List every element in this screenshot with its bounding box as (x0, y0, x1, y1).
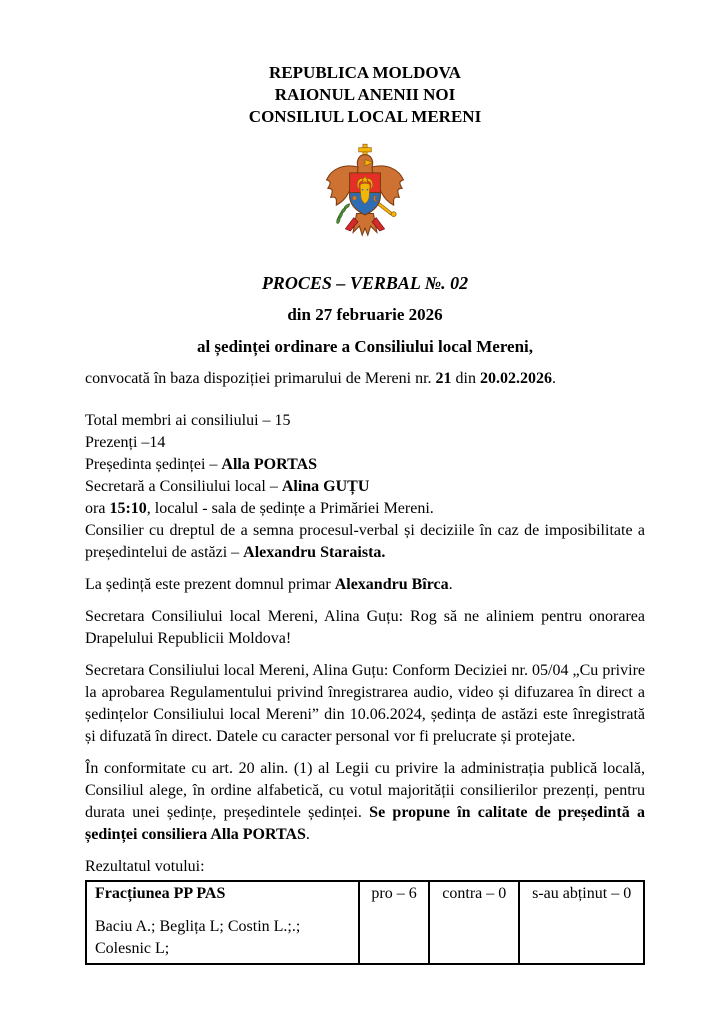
chair-line: Președinta ședinței – Alla PORTAS (85, 456, 318, 473)
faction-members: Baciu A.; Beglița L; Costin L.;.; Colesnic L; (95, 918, 301, 957)
abstained-votes-cell: s-au abținut – 0 (519, 881, 644, 964)
title-block (85, 272, 645, 390)
document-date: din 27 februarie 2026 (287, 305, 443, 324)
table-row (86, 881, 644, 964)
header-district: RAIONUL ANENII NOI (274, 85, 456, 104)
time-place-line: ora 15:10, localul - sala de ședințe a Primăriei Mereni. (85, 500, 434, 517)
vote-result-label: Rezultatul votului: (85, 858, 205, 875)
document-header (85, 62, 645, 128)
mayor-present-paragraph: La ședință este prezent domnul primar Alexandru Bîrca. (85, 576, 453, 593)
secretary-line: Secretară a Consiliului local – Alina GUȚU (85, 478, 370, 495)
signing-councillor-paragraph: Consilier cu dreptul de a semna procesul-verbal și deciziile în caz de imposibilitate a președintelui de astăzi – Alexandru Staraista. (85, 522, 645, 561)
flag-honor-paragraph: Secretara Consiliului local Mereni, Alina Guțu: Rog să ne aliniem pentru onorarea Drapelului Republicii Moldova! (85, 608, 645, 647)
convocation-line: convocată în baza dispoziției primarului de Mereni nr. 21 din 20.02.2026. (85, 370, 556, 387)
header-council: CONSILIUL LOCAL MERENI (248, 107, 482, 126)
present-members-line: Prezenți –14 (85, 434, 166, 451)
session-subtitle: al ședinței ordinare a Consiliului local Mereni, (196, 337, 534, 356)
total-members-line: Total membri ai consiliului – 15 (85, 412, 291, 429)
faction-cell (86, 881, 359, 964)
document-title: PROCES – VERBAL №. 02 (261, 273, 469, 293)
faction-name: Fracțiunea PP PAS (95, 885, 226, 902)
pro-votes-cell: pro – 6 (359, 881, 429, 964)
emblem-container (85, 140, 645, 250)
header-country: REPUBLICA MOLDOVA (269, 63, 461, 82)
contra-votes-cell: contra – 0 (429, 881, 519, 964)
recording-decision-paragraph: Secretara Consiliului local Mereni, Alina Guțu: Conform Deciziei nr. 05/04 „Cu privire la aprobarea Regulamentului privind înregistrarea audio, video și difuzarea în direct a ședințelor Consiliului local Mereni” din 10.06.2024, ședința de astăzi este înregistrată și difuzată în direct. Datele cu caracter personal vor fi prelucrate și protejate. (85, 662, 645, 745)
document-body (85, 410, 645, 965)
moldova-coat-of-arms-icon (323, 140, 407, 245)
vote-result-table (85, 880, 645, 965)
law-election-paragraph: În conformitate cu art. 20 alin. (1) al Legii cu privire la administrația publică locală, Consiliul alege, în ordine alfabetică, cu votul majorității consilierilor prezenți, pentru durata unei ședințe, președintele ședinței. Se propune în calitate de președintă a ședinței consiliera Alla PORTAS. (85, 760, 646, 843)
